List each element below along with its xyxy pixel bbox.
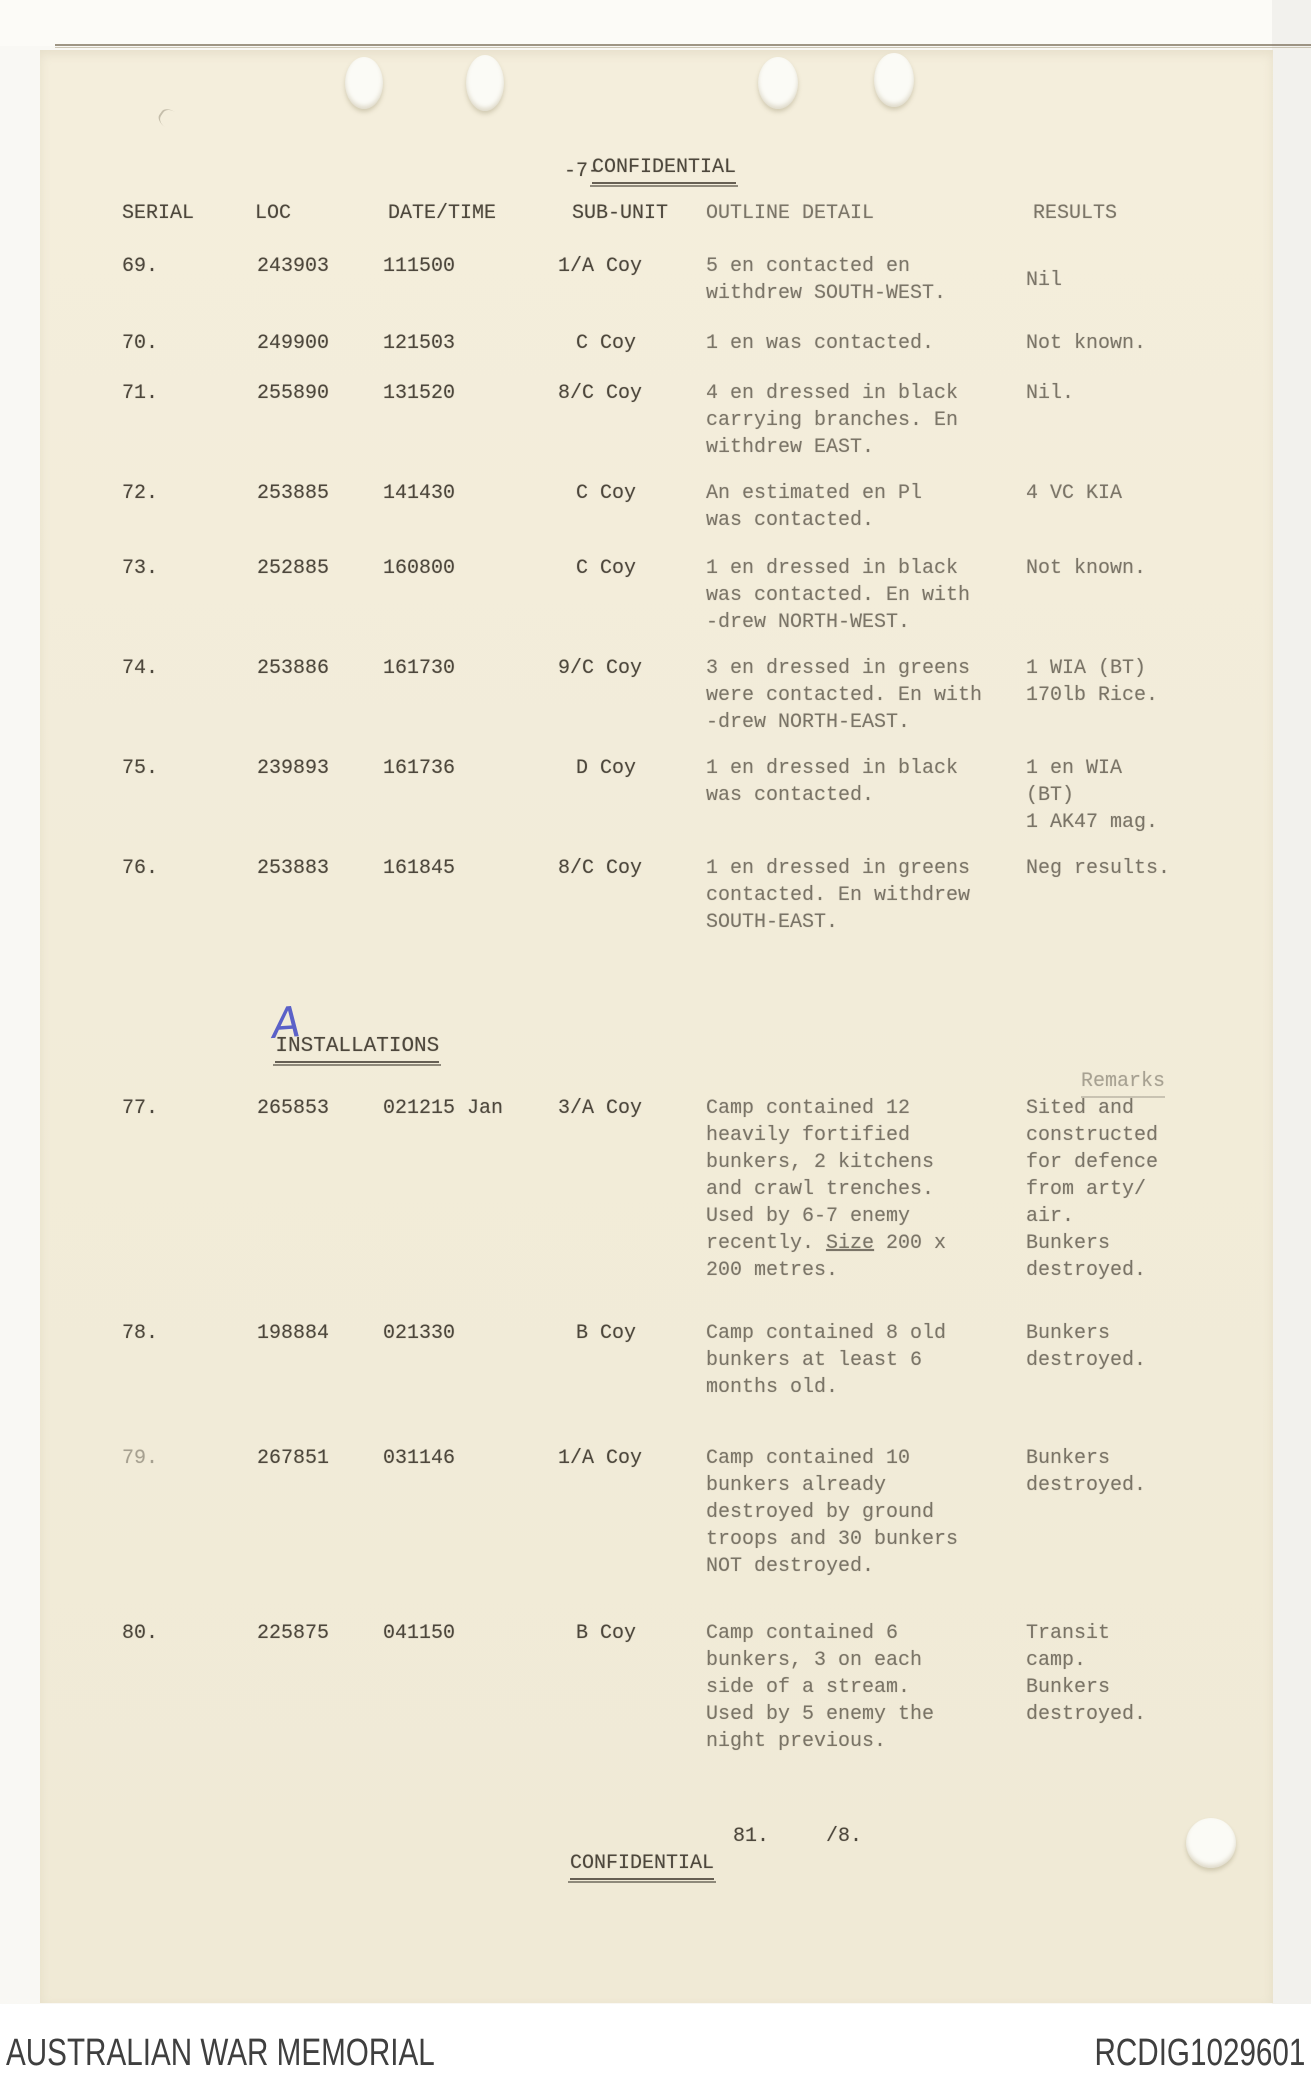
cell-loc: 253886 xyxy=(257,657,330,680)
handwritten-annotation: A xyxy=(270,997,303,1048)
cell-sub-unit: 9/C Coy xyxy=(558,657,643,680)
page-number: -7- xyxy=(564,160,601,183)
column-header-date-time: DATE/TIME xyxy=(388,202,497,225)
cell-results: Neg results. xyxy=(1026,857,1171,880)
cell-sub-unit: C Coy xyxy=(576,332,637,355)
cell-loc: 255890 xyxy=(257,382,330,405)
cell-serial: 72. xyxy=(122,482,159,505)
cell-results: Nil. xyxy=(1026,382,1075,405)
installations-heading: INSTALLATIONS xyxy=(225,1006,439,1090)
cell-serial: 78. xyxy=(122,1322,159,1345)
pencil-mark xyxy=(155,106,188,137)
cell-loc: 253883 xyxy=(257,857,330,880)
cell-serial: 70. xyxy=(122,332,159,355)
column-header-loc: LOC xyxy=(255,202,292,225)
cell-loc: 198884 xyxy=(257,1322,330,1345)
cell-loc: 249900 xyxy=(257,332,330,355)
cell-loc: 225875 xyxy=(257,1622,330,1645)
cell-outline-detail: 1 en was contacted. xyxy=(706,332,935,355)
cell-serial: 75. xyxy=(122,757,159,780)
cell-serial: 79. xyxy=(122,1447,159,1470)
paper-top-edge-highlight xyxy=(55,47,1311,48)
cell-results: 1 WIA (BT) 170lb Rice. xyxy=(1026,657,1159,707)
cell-date-time: 160800 xyxy=(383,557,456,580)
cell-sub-unit: 1/A Coy xyxy=(558,1447,643,1470)
cell-date-time: 161736 xyxy=(383,757,456,780)
column-header-sub-unit: SUB-UNIT xyxy=(572,202,669,225)
cell-date-time: 031146 xyxy=(383,1447,456,1470)
paper-top-edge xyxy=(55,44,1311,46)
cell-loc: 267851 xyxy=(257,1447,330,1470)
cell-sub-unit: B Coy xyxy=(576,1322,637,1345)
cell-serial: 74. xyxy=(122,657,159,680)
cell-serial: 73. xyxy=(122,557,159,580)
cell-results: Not known. xyxy=(1026,557,1147,580)
cell-sub-unit: C Coy xyxy=(576,557,637,580)
cell-serial: 71. xyxy=(122,382,159,405)
footer-next-page: /8. xyxy=(826,1825,863,1848)
document-paper xyxy=(40,50,1273,2003)
cell-serial: 76. xyxy=(122,857,159,880)
column-header-results: RESULTS xyxy=(1033,202,1118,225)
cell-date-time: 131520 xyxy=(383,382,456,405)
cell-results: Not known. xyxy=(1026,332,1147,355)
cell-results: 4 VC KIA xyxy=(1026,482,1123,505)
punch-hole xyxy=(466,55,504,111)
scan-background-right xyxy=(1272,0,1311,2004)
punch-hole xyxy=(874,53,914,107)
cell-loc: 243903 xyxy=(257,255,330,278)
column-header-outline-detail: OUTLINE DETAIL xyxy=(706,202,875,225)
cell-date-time: 041150 xyxy=(383,1622,456,1645)
cell-serial: 69. xyxy=(122,255,159,278)
cell-outline-detail: An estimated en Pl was contacted. xyxy=(706,482,923,532)
cell-sub-unit: D Coy xyxy=(576,757,637,780)
cell-outline-detail: 3 en dressed in greens were contacted. En with -drew NORTH-EAST. xyxy=(706,657,983,734)
column-header-serial: SERIAL xyxy=(122,202,195,225)
footer-classification: CONFIDENTIAL xyxy=(522,1823,714,1907)
cell-date-time: 161845 xyxy=(383,857,456,880)
cell-outline-detail: 1 en dressed in black was contacted. xyxy=(706,757,959,807)
cell-remarks: Bunkers destroyed. xyxy=(1026,1447,1147,1497)
cell-sub-unit: C Coy xyxy=(576,482,637,505)
cell-outline-detail: 4 en dressed in black carrying branches. En withdrew EAST. xyxy=(706,382,959,459)
cell-loc: 239893 xyxy=(257,757,330,780)
cell-loc: 253885 xyxy=(257,482,330,505)
cell-results: 1 en WIA (BT) 1 AK47 mag. xyxy=(1026,757,1159,834)
cell-results: Nil xyxy=(1026,269,1063,292)
punch-hole xyxy=(758,57,798,109)
punch-hole xyxy=(1186,1818,1236,1868)
cell-date-time: 141430 xyxy=(383,482,456,505)
cell-outline-detail: 5 en contacted en withdrew SOUTH-WEST. xyxy=(706,255,947,305)
cell-outline-detail: Camp contained 10 bunkers already destroyed by ground troops and 30 bunkers NOT destroyed. xyxy=(706,1447,959,1578)
cell-outline-detail: 1 en dressed in greens contacted. En withdrew SOUTH-EAST. xyxy=(706,857,971,934)
cell-remarks: Bunkers destroyed. xyxy=(1026,1322,1147,1372)
cell-sub-unit: 8/C Coy xyxy=(558,857,643,880)
cell-date-time: 161730 xyxy=(383,657,456,680)
cell-sub-unit: B Coy xyxy=(576,1622,637,1645)
archive-item-id: RCDIG1029601 xyxy=(1094,2032,1305,2074)
scan-background-top xyxy=(0,0,1311,46)
cell-sub-unit: 3/A Coy xyxy=(558,1097,643,1120)
cell-date-time: 021215 Jan xyxy=(383,1097,504,1120)
classification-heading: CONFIDENTIAL xyxy=(544,127,736,211)
cell-outline-detail: Camp contained 6 bunkers, 3 on each side of a stream. Used by 5 enemy the night previous. xyxy=(706,1622,935,1753)
cell-serial: 77. xyxy=(122,1097,159,1120)
cell-remarks: Transit camp. Bunkers destroyed. xyxy=(1026,1622,1147,1726)
remarks-column-header: Remarks xyxy=(1033,1041,1165,1125)
archive-footer-band xyxy=(0,2004,1311,2082)
footer-next-serial: 81. xyxy=(733,1825,770,1848)
cell-date-time: 021330 xyxy=(383,1322,456,1345)
cell-loc: 265853 xyxy=(257,1097,330,1120)
cell-outline-detail: Camp contained 8 old bunkers at least 6 months old. xyxy=(706,1322,947,1399)
cell-sub-unit: 1/A Coy xyxy=(558,255,643,278)
cell-date-time: 111500 xyxy=(383,255,456,278)
cell-outline-detail: 1 en dressed in black was contacted. En with -drew NORTH-WEST. xyxy=(706,557,971,634)
cell-loc: 252885 xyxy=(257,557,330,580)
cell-date-time: 121503 xyxy=(383,332,456,355)
punch-hole xyxy=(345,57,383,109)
cell-sub-unit: 8/C Coy xyxy=(558,382,643,405)
cell-serial: 80. xyxy=(122,1622,159,1645)
cell-outline-detail: Camp contained 12 heavily fortified bunkers, 2 kitchens and crawl trenches. Used by 6-7 enemy recently. Size 200 x 200 metres. xyxy=(706,1097,947,1282)
cell-remarks: Sited and constructed for defence from arty/ air. Bunkers destroyed. xyxy=(1026,1097,1159,1282)
archive-name: AUSTRALIAN WAR MEMORIAL xyxy=(6,2032,435,2074)
